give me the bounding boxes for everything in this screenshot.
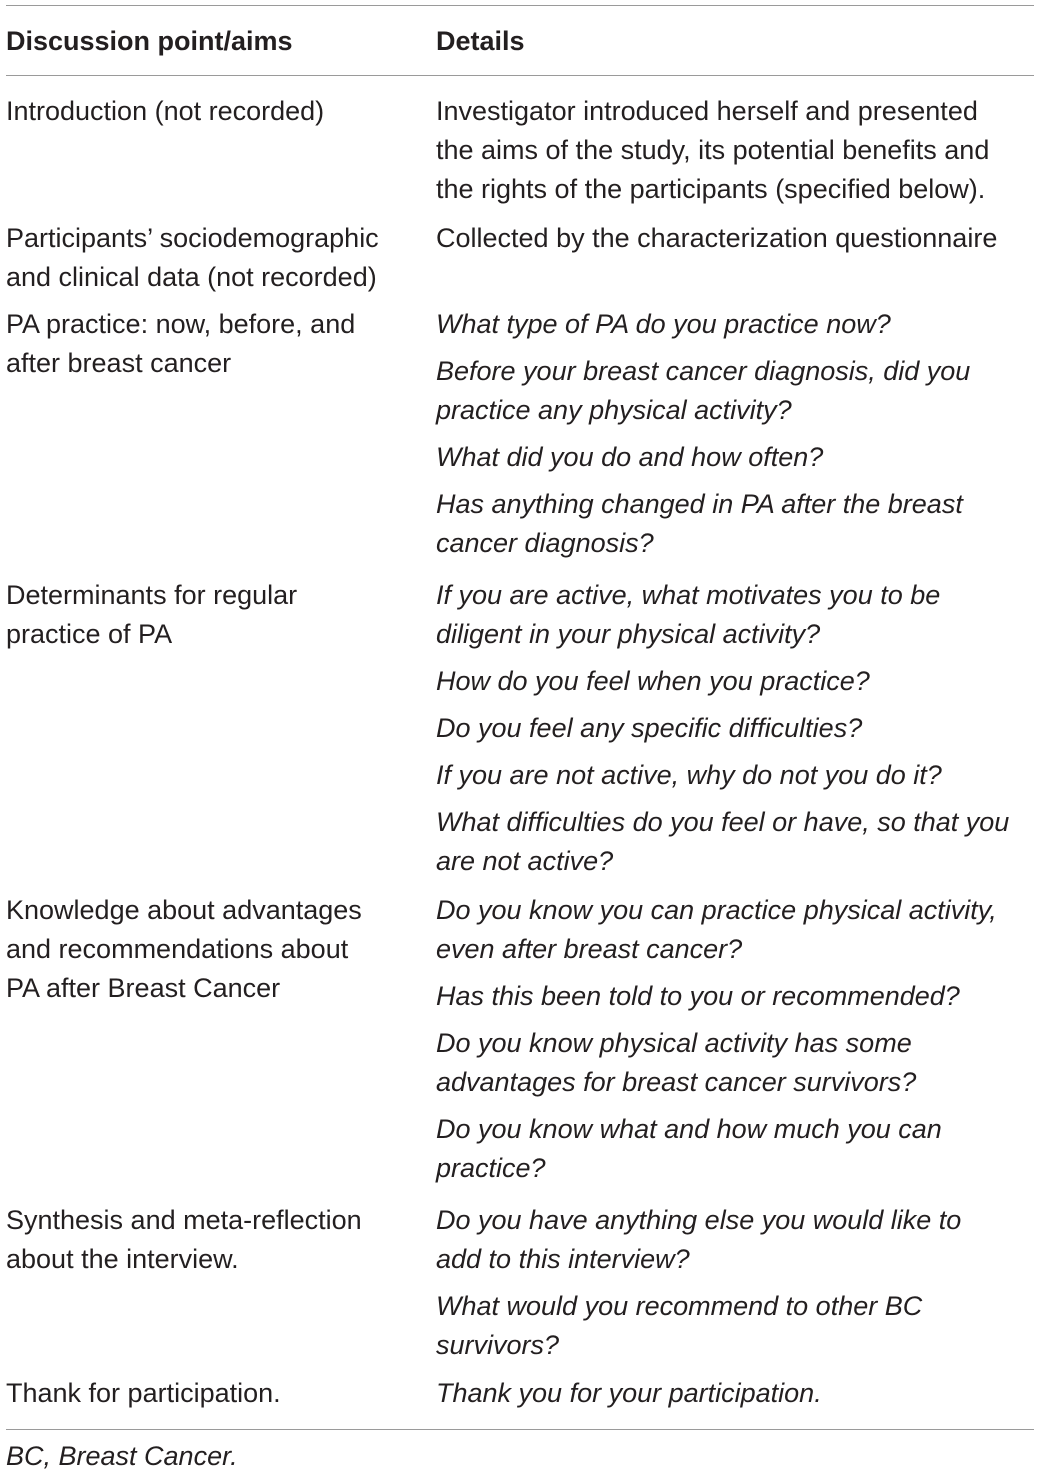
questions-cell	[436, 1374, 1036, 1413]
question-text: Do you know physical activity has some	[436, 1028, 912, 1058]
details-cell	[436, 92, 1036, 209]
aim-text: PA after Breast Cancer	[6, 973, 281, 1003]
aim-text: Knowledge about advantages	[6, 895, 362, 925]
aim-text: and recommendations about	[6, 934, 349, 964]
details-text: Collected by the characterization questionnaire	[436, 223, 998, 253]
question-text: What would you recommend to other BC	[436, 1291, 923, 1321]
question-text: If you are not active, why do not you do it?	[436, 760, 942, 790]
question-text: advantages for breast cancer survivors?	[436, 1067, 917, 1097]
questions-cell	[436, 305, 1036, 563]
details-cell	[436, 219, 1036, 258]
question-text: What type of PA do you practice now?	[436, 309, 891, 339]
question-text: Do you know you can practice physical activity,	[436, 895, 997, 925]
question-text: cancer diagnosis?	[436, 528, 654, 558]
question-text: How do you feel when you practice?	[436, 666, 870, 696]
aim-text: PA practice: now, before, and	[6, 309, 356, 339]
details-text: the rights of the participants (specified below).	[436, 174, 986, 204]
aim-cell	[6, 219, 426, 297]
question-text: What did you do and how often?	[436, 442, 824, 472]
question-text: add to this interview?	[436, 1244, 690, 1274]
question-text: practice?	[436, 1153, 546, 1183]
aim-text: Participants’ sociodemographic	[6, 223, 379, 253]
bottom-rule	[6, 1429, 1034, 1430]
aim-text: after breast cancer	[6, 348, 232, 378]
aim-cell	[6, 305, 426, 383]
question-text: Thank you for your participation.	[436, 1378, 822, 1408]
question-text: even after breast cancer?	[436, 934, 743, 964]
aim-cell	[6, 891, 426, 1008]
aim-cell	[6, 92, 426, 131]
questions-cell	[436, 576, 1036, 881]
aim-text: practice of PA	[6, 619, 173, 649]
question-text: practice any physical activity?	[436, 395, 792, 425]
aim-cell	[6, 1374, 426, 1413]
question-text: Do you feel any specific difficulties?	[436, 713, 863, 743]
header-details: Details	[436, 26, 525, 56]
question-text: If you are active, what motivates you to be	[436, 580, 941, 610]
header-discussion-point: Discussion point/aims	[6, 26, 293, 56]
question-text: What difficulties do you feel or have, so that you	[436, 807, 1010, 837]
aim-text: Synthesis and meta-reflection	[6, 1205, 362, 1235]
question-text: Before your breast cancer diagnosis, did you	[436, 356, 971, 386]
question-text: Do you know what and how much you can	[436, 1114, 942, 1144]
details-text: Investigator introduced herself and presented	[436, 96, 978, 126]
questions-cell	[436, 1201, 1036, 1365]
question-text: Has anything changed in PA after the breast	[436, 489, 963, 519]
aim-text: and clinical data (not recorded)	[6, 262, 377, 292]
aim-text: Thank for participation.	[6, 1378, 281, 1408]
question-text: Has this been told to you or recommended?	[436, 981, 960, 1011]
question-text: Do you have anything else you would like to	[436, 1205, 962, 1235]
aim-text: Determinants for regular	[6, 580, 298, 610]
question-text: are not active?	[436, 846, 614, 876]
top-rule	[6, 5, 1034, 6]
questions-cell	[436, 891, 1036, 1188]
details-text: the aims of the study, its potential benefits and	[436, 135, 990, 165]
table-footnote: BC, Breast Cancer.	[6, 1441, 238, 1471]
question-text: survivors?	[436, 1330, 560, 1360]
header-rule	[6, 75, 1034, 76]
question-text: diligent in your physical activity?	[436, 619, 821, 649]
aim-text: about the interview.	[6, 1244, 239, 1274]
aim-text: Introduction (not recorded)	[6, 96, 325, 126]
aim-cell	[6, 576, 426, 654]
aim-cell	[6, 1201, 426, 1279]
